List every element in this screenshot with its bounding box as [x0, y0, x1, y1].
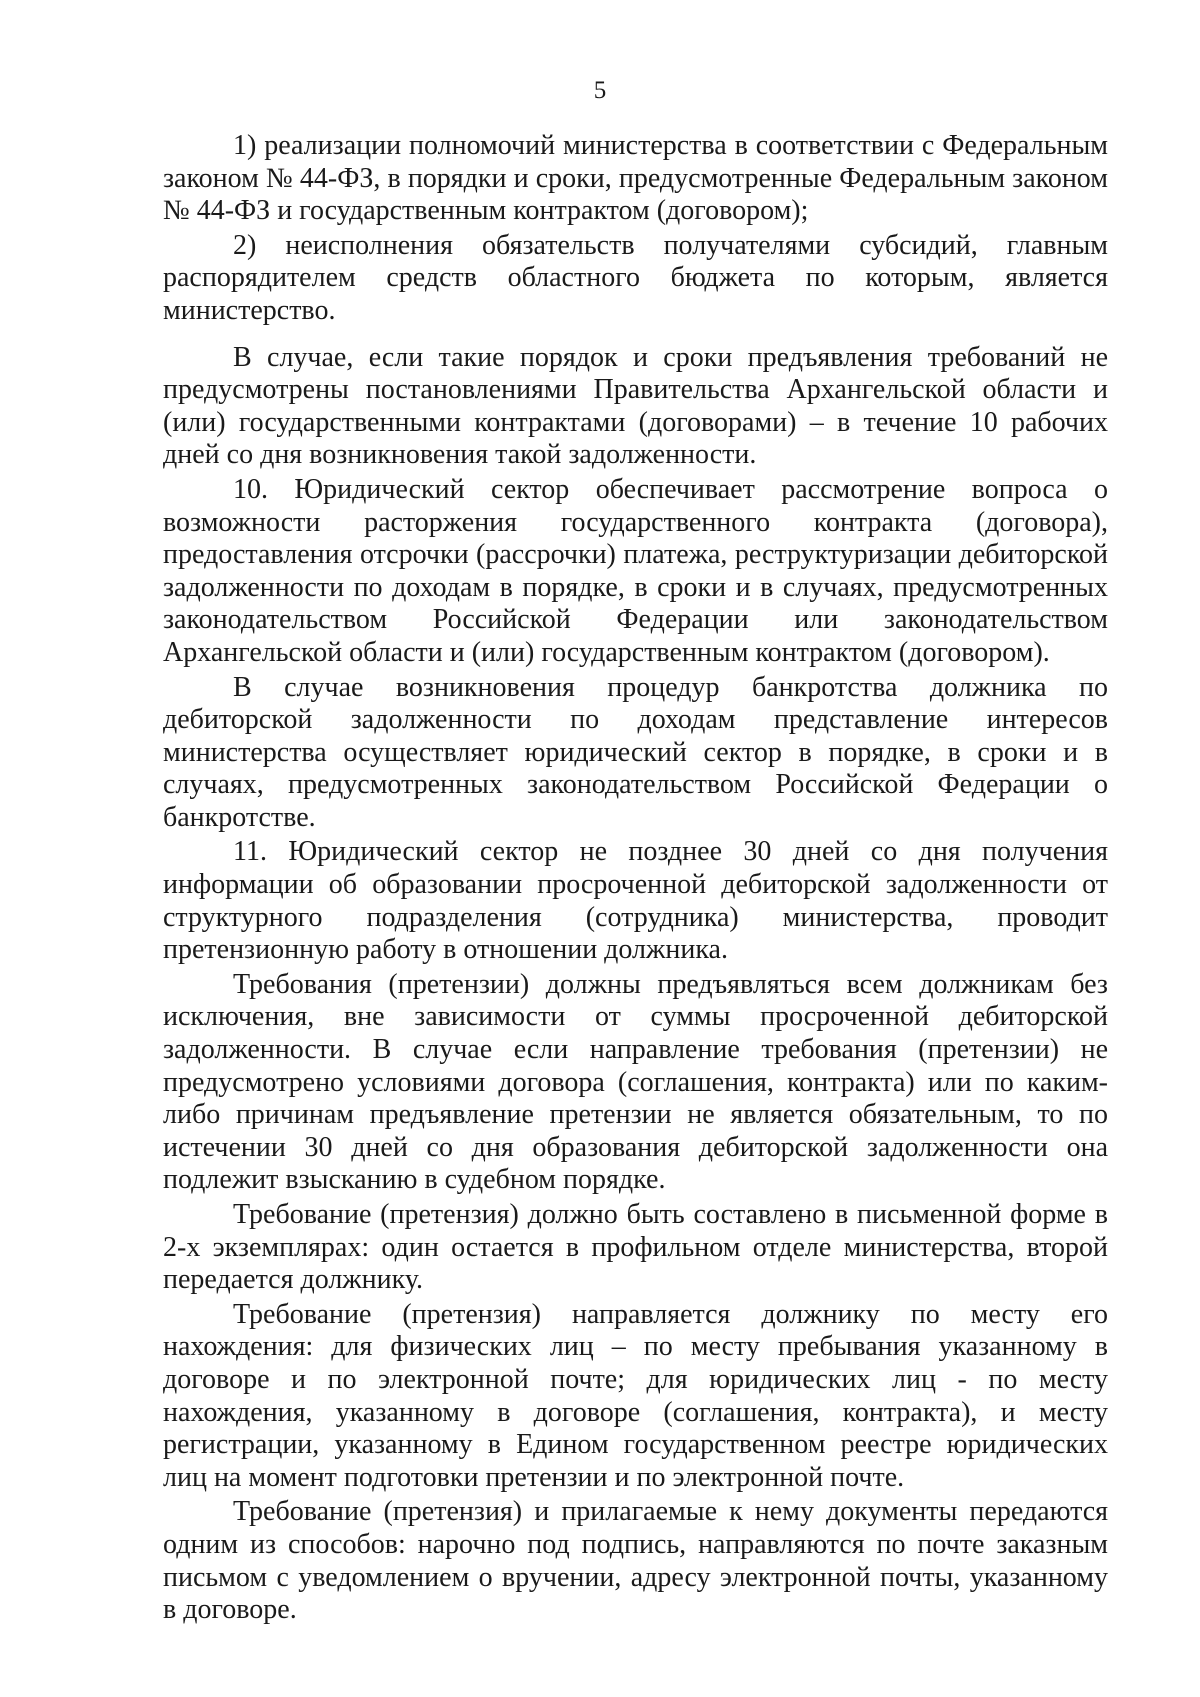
paragraph-item-2: 2) неисполнения обязательств получателями субсидий, главным распорядителем средств областного бюджета по которым, является министерство. — [163, 229, 1108, 326]
paragraph-claims-requirement: Требования (претензии) должны предъявляться всем должникам без исключения, вне зависимости от суммы просроченной дебиторской задолженности. В случае если направление требования (претензии) не предусмотрено условиями договора (соглашения, контракта) или по каким-либо причинам предъявление претензии не является обязательным, то по истечении 30 дней со дня образования дебиторской задолженности она подлежит взысканию в судебном порядке. — [163, 968, 1108, 1196]
paragraph-item-10: 10. Юридический сектор обеспечивает рассмотрение вопроса о возможности расторжения государственного контракта (договора), предоставления отсрочки (рассрочки) платежа, реструктуризации дебиторской задолженности по доходам в порядке, в сроки и в случаях, предусмотренных законодательством Российской Федерации или законодательством Архангельской области и (или) государственным контрактом (договором). — [163, 473, 1108, 668]
paragraph-claims-delivery-method: Требование (претензия) и прилагаемые к нему документы передаются одним из способов: нарочно под подпись, направляются по почте заказным письмом с уведомлением о вручении, адресу электронной почты, указанному в договоре. — [163, 1496, 1108, 1626]
paragraph-claims-delivery-address: Требование (претензия) направляется должнику по месту его нахождения: для физических лиц – по месту пребывания указанному в договоре и по электронной почте; для юридических лиц - по месту нахождения, указанному в договоре (соглашения, контракта), и месту регистрации, указанному в Едином государственном реестре юридических лиц на момент подготовки претензии и по электронной почте. — [163, 1298, 1108, 1493]
paragraph-claims-written-form: Требование (претензия) должно быть составлено в письменной форме в 2-х экземплярах: один остается в профильном отделе министерства, второй передается должнику. — [163, 1199, 1108, 1296]
paragraph-item-11: 11. Юридический сектор не позднее 30 дней со дня получения информации об образовании просроченной дебиторской задолженности от структурного подразделения (сотрудника) министерства, проводит претензионную работу в отношении должника. — [163, 836, 1108, 966]
paragraph-item-1: 1) реализации полномочий министерства в соответствии с Федеральным законом № 44-ФЗ, в порядки и сроки, предусмотренные Федеральным законом № 44-ФЗ и государственным контрактом (договором); — [163, 130, 1108, 227]
paragraph-bankruptcy: В случае возникновения процедур банкротства должника по дебиторской задолженности по доходам представление интересов министерства осуществляет юридический сектор в порядке, в сроки и в случаях, предусмотренных законодательством Российской Федерации о банкротстве. — [163, 671, 1108, 833]
document-body — [163, 130, 1108, 1627]
paragraph-item-3: В случае, если такие порядок и сроки предъявления требований не предусмотрены постановлениями Правительства Архангельской области и (или) государственными контрактами (договорами) – в течение 10 рабочих дней со дня возникновения такой задолженности. — [163, 341, 1108, 471]
page-number: 5 — [593, 77, 607, 104]
